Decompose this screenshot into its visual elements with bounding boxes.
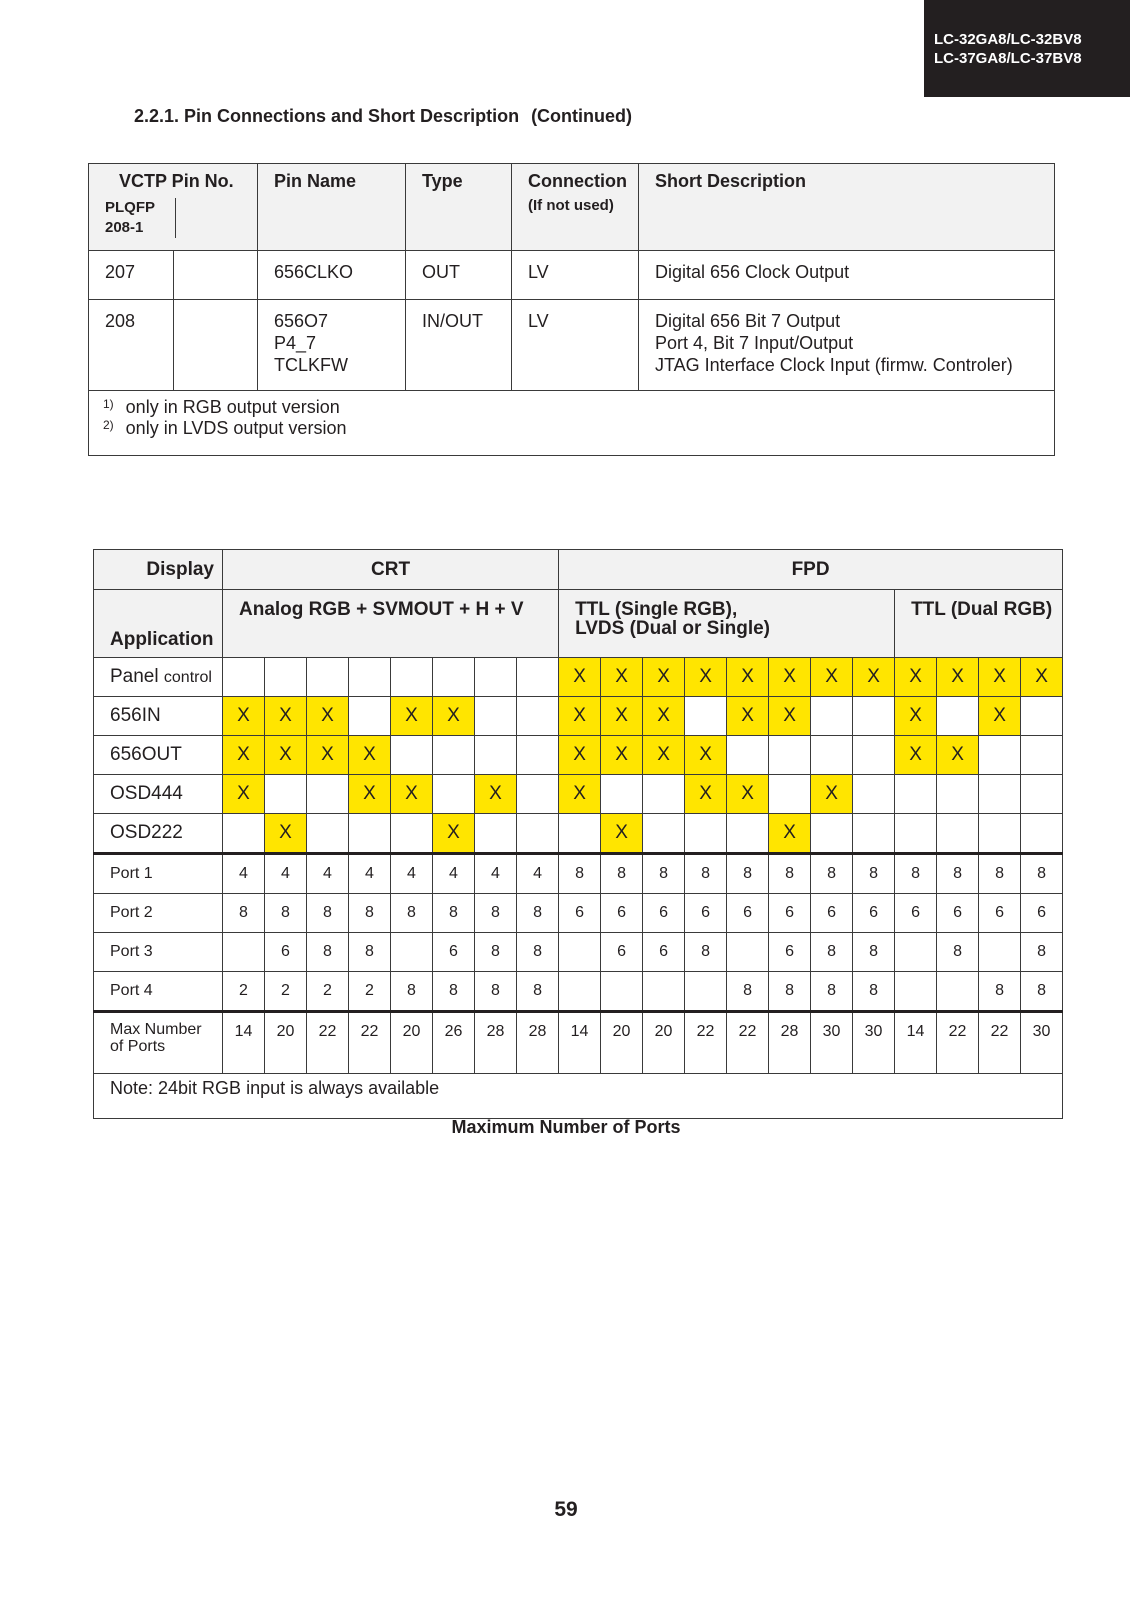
feature-cell <box>307 775 349 814</box>
feature-cell: X <box>475 775 517 814</box>
port-cell: 8 <box>307 894 349 933</box>
page-number: 59 <box>554 1498 578 1521</box>
note: Note: 24bit RGB input is always available <box>94 1074 1063 1119</box>
port-cell: 6 <box>685 894 727 933</box>
port-cell: 2 <box>223 972 265 1012</box>
feature-cell <box>727 814 769 854</box>
port-cell: 4 <box>307 854 349 894</box>
feature-cell <box>937 697 979 736</box>
feature-cell: X <box>769 658 811 697</box>
feature-cell <box>643 775 685 814</box>
feature-cell <box>853 775 895 814</box>
max-ports-cell: 22 <box>979 1012 1021 1074</box>
port-cell: 8 <box>391 972 433 1012</box>
feature-cell: X <box>1021 658 1063 697</box>
footnotes-row <box>89 391 1055 456</box>
max-ports-cell: 22 <box>937 1012 979 1074</box>
max-ports-cell: 26 <box>433 1012 475 1074</box>
port-cell: 8 <box>433 972 475 1012</box>
max-ports-cell: 20 <box>643 1012 685 1074</box>
port-cell: 8 <box>391 894 433 933</box>
feature-cell: X <box>937 736 979 775</box>
port-cell: 8 <box>979 972 1021 1012</box>
feature-cell <box>475 736 517 775</box>
feature-cell <box>853 697 895 736</box>
port-cell: 8 <box>517 894 559 933</box>
port-cell: 8 <box>937 933 979 972</box>
fpd-header: FPD <box>559 550 1063 590</box>
max-ports-cell: 22 <box>307 1012 349 1074</box>
row-label: OSD444 <box>94 775 223 814</box>
feature-row <box>94 697 1063 736</box>
footnote: $^{2)}$ only in LVDS output version <box>103 418 347 438</box>
port-cell: 8 <box>475 894 517 933</box>
feature-cell: X <box>223 697 265 736</box>
footnotes <box>89 391 1055 456</box>
pin-name: 656O7 P4_7 TCLKFW <box>258 300 406 391</box>
max-ports-row <box>94 1012 1063 1074</box>
pin-table-header <box>89 164 1055 251</box>
feature-cell: X <box>349 775 391 814</box>
port-cell <box>895 972 937 1012</box>
feature-cell <box>307 658 349 697</box>
feature-cell <box>1021 775 1063 814</box>
section-title-text: 2.2.1. Pin Connections and Short Description <box>134 106 520 126</box>
feature-row <box>94 736 1063 775</box>
max-ports-cell: 14 <box>895 1012 937 1074</box>
port-cell <box>895 933 937 972</box>
model-number-box <box>924 0 1130 97</box>
feature-cell <box>517 697 559 736</box>
port-cell: 8 <box>853 933 895 972</box>
max-ports-cell: 22 <box>349 1012 391 1074</box>
port-cell: 8 <box>727 854 769 894</box>
row-label: Port 3 <box>94 933 223 972</box>
port-cell: 8 <box>349 894 391 933</box>
feature-cell <box>979 775 1021 814</box>
feature-cell: X <box>895 658 937 697</box>
port-cell: 6 <box>1021 894 1063 933</box>
pin-description: Digital 656 Clock Output <box>639 251 1055 300</box>
port-cell: 8 <box>559 854 601 894</box>
port-cell: 6 <box>601 933 643 972</box>
port-cell: 8 <box>475 933 517 972</box>
header-plqfp: PLQFP 208-1 <box>89 198 176 238</box>
pin-connection: LV <box>512 300 639 391</box>
feature-cell: X <box>433 697 475 736</box>
port-cell: 6 <box>601 894 643 933</box>
feature-cell: X <box>265 736 307 775</box>
feature-cell <box>475 697 517 736</box>
port-cell <box>685 972 727 1012</box>
port-cell: 4 <box>223 854 265 894</box>
port-cell: 4 <box>433 854 475 894</box>
footnote: $^{1)}$ only in RGB output version <box>103 397 340 417</box>
port-cell: 6 <box>643 933 685 972</box>
feature-cell <box>391 814 433 854</box>
feature-cell: X <box>433 814 475 854</box>
feature-cell: X <box>601 814 643 854</box>
port-cell: 8 <box>1021 972 1063 1012</box>
row-label: Port 4 <box>94 972 223 1012</box>
port-cell: 8 <box>475 972 517 1012</box>
feature-cell: X <box>685 658 727 697</box>
row-label: Max Number of Ports <box>94 1012 223 1074</box>
feature-cell: X <box>643 736 685 775</box>
pin-type: IN/OUT <box>406 300 512 391</box>
feature-cell: X <box>601 658 643 697</box>
feature-cell <box>433 736 475 775</box>
feature-cell: X <box>559 736 601 775</box>
feature-cell: X <box>727 775 769 814</box>
max-ports-cell: 28 <box>475 1012 517 1074</box>
port-cell: 6 <box>769 894 811 933</box>
feature-cell: X <box>853 658 895 697</box>
feature-cell <box>1021 736 1063 775</box>
feature-cell <box>1021 814 1063 854</box>
port-cell: 6 <box>853 894 895 933</box>
pin-plqfp-blank <box>174 300 258 391</box>
port-row <box>94 854 1063 894</box>
feature-cell <box>517 658 559 697</box>
feature-cell: X <box>979 658 1021 697</box>
feature-cell <box>265 775 307 814</box>
feature-cell <box>475 658 517 697</box>
max-ports-cell: 14 <box>559 1012 601 1074</box>
feature-cell <box>727 736 769 775</box>
section-title <box>134 106 632 127</box>
feature-cell <box>433 658 475 697</box>
feature-cell <box>559 814 601 854</box>
pin-row <box>89 251 1055 300</box>
feature-cell: X <box>265 697 307 736</box>
crt-header: CRT <box>223 550 559 590</box>
max-ports-cell: 28 <box>517 1012 559 1074</box>
port-cell: 8 <box>937 854 979 894</box>
feature-cell <box>979 736 1021 775</box>
port-cell: 8 <box>517 933 559 972</box>
pin-connection: LV <box>512 251 639 300</box>
fpd-dual-application: TTL (Dual RGB) <box>895 590 1063 658</box>
header-vctp-label: VCTP Pin No. <box>119 171 234 191</box>
feature-cell: X <box>895 697 937 736</box>
feature-cell: X <box>727 658 769 697</box>
feature-cell: X <box>391 697 433 736</box>
model-line-1: LC-32GA8/LC-32BV8 <box>934 31 1082 48</box>
feature-cell <box>391 736 433 775</box>
pin-connections-table <box>88 163 1055 456</box>
pin-number: 208 <box>89 300 174 391</box>
max-ports-cell: 20 <box>265 1012 307 1074</box>
feature-cell <box>601 775 643 814</box>
port-cell: 6 <box>895 894 937 933</box>
row-label: 656IN <box>94 697 223 736</box>
feature-cell <box>517 736 559 775</box>
feature-cell <box>685 697 727 736</box>
port-cell <box>937 972 979 1012</box>
feature-cell <box>433 775 475 814</box>
feature-cell <box>307 814 349 854</box>
port-cell: 8 <box>349 933 391 972</box>
header-if-not-used: (If not used) <box>528 197 614 214</box>
feature-cell: X <box>307 697 349 736</box>
feature-cell: X <box>601 736 643 775</box>
row-label: Port 1 <box>94 854 223 894</box>
port-cell: 6 <box>937 894 979 933</box>
port-cell: 8 <box>811 972 853 1012</box>
port-cell: 6 <box>727 894 769 933</box>
feature-cell <box>853 814 895 854</box>
application-label: Application <box>94 590 223 658</box>
port-cell: 8 <box>895 854 937 894</box>
port-cell: 8 <box>265 894 307 933</box>
port-cell: 6 <box>559 894 601 933</box>
feature-cell <box>895 814 937 854</box>
port-cell: 8 <box>1021 933 1063 972</box>
feature-cell: X <box>391 775 433 814</box>
feature-cell <box>937 775 979 814</box>
port-cell: 4 <box>391 854 433 894</box>
max-ports-cell: 20 <box>601 1012 643 1074</box>
feature-cell <box>979 814 1021 854</box>
table-caption: Maximum Number of Ports <box>451 1117 681 1137</box>
port-cell: 8 <box>853 854 895 894</box>
port-cell <box>727 933 769 972</box>
header-vctp-pin <box>89 164 258 251</box>
fpd-application: TTL (Single RGB), LVDS (Dual or Single) <box>559 590 895 658</box>
feature-cell: X <box>811 658 853 697</box>
feature-cell: X <box>685 775 727 814</box>
feature-cell <box>265 658 307 697</box>
display-label: Display <box>94 550 223 590</box>
feature-cell <box>937 814 979 854</box>
port-cell <box>391 933 433 972</box>
max-ports-cell: 14 <box>223 1012 265 1074</box>
port-cell: 8 <box>811 933 853 972</box>
feature-cell: X <box>811 775 853 814</box>
feature-cell <box>349 658 391 697</box>
feature-cell: X <box>559 697 601 736</box>
port-cell: 4 <box>475 854 517 894</box>
max-ports-cell: 30 <box>1021 1012 1063 1074</box>
feature-cell: X <box>937 658 979 697</box>
pin-number: 207 <box>89 251 174 300</box>
port-cell: 4 <box>265 854 307 894</box>
feature-cell: X <box>307 736 349 775</box>
feature-cell: X <box>643 697 685 736</box>
header-pin-name: Pin Name <box>258 164 406 251</box>
max-ports-table <box>93 549 1063 1119</box>
port-row <box>94 933 1063 972</box>
feature-cell: X <box>349 736 391 775</box>
port-cell: 2 <box>349 972 391 1012</box>
model-line-2: LC-37GA8/LC-37BV8 <box>934 50 1082 67</box>
feature-row <box>94 775 1063 814</box>
port-cell <box>643 972 685 1012</box>
port-row <box>94 972 1063 1012</box>
application-header-row <box>94 590 1063 658</box>
port-cell: 8 <box>811 854 853 894</box>
feature-cell <box>349 814 391 854</box>
port-cell: 6 <box>265 933 307 972</box>
port-cell: 4 <box>517 854 559 894</box>
max-ports-cell: 30 <box>853 1012 895 1074</box>
feature-cell <box>475 814 517 854</box>
port-cell <box>223 933 265 972</box>
feature-cell: X <box>601 697 643 736</box>
port-cell: 8 <box>433 894 475 933</box>
port-cell: 4 <box>349 854 391 894</box>
max-ports-cell: 28 <box>769 1012 811 1074</box>
port-cell: 8 <box>769 854 811 894</box>
feature-cell <box>223 658 265 697</box>
feature-cell: X <box>979 697 1021 736</box>
feature-cell: X <box>559 775 601 814</box>
feature-cell <box>811 736 853 775</box>
port-cell: 8 <box>685 933 727 972</box>
row-label: Panel control <box>94 658 223 697</box>
crt-application: Analog RGB + SVMOUT + H + V <box>223 590 559 658</box>
port-cell: 2 <box>265 972 307 1012</box>
feature-cell <box>769 775 811 814</box>
header-type: Type <box>406 164 512 251</box>
feature-cell <box>853 736 895 775</box>
port-cell: 8 <box>853 972 895 1012</box>
feature-cell <box>1021 697 1063 736</box>
section-continued: (Continued) <box>531 106 633 126</box>
port-cell: 8 <box>769 972 811 1012</box>
header-connection: Connection (If not used) <box>512 164 639 251</box>
feature-cell <box>517 775 559 814</box>
max-ports-cell: 22 <box>727 1012 769 1074</box>
feature-cell <box>517 814 559 854</box>
row-label: 656OUT <box>94 736 223 775</box>
port-cell: 8 <box>223 894 265 933</box>
max-ports-cell: 30 <box>811 1012 853 1074</box>
pin-plqfp-blank <box>174 251 258 300</box>
port-row <box>94 894 1063 933</box>
port-cell: 8 <box>1021 854 1063 894</box>
feature-cell: X <box>727 697 769 736</box>
feature-cell: X <box>223 736 265 775</box>
feature-cell: X <box>685 736 727 775</box>
feature-cell: X <box>895 736 937 775</box>
feature-cell <box>811 814 853 854</box>
feature-cell <box>223 814 265 854</box>
feature-cell <box>643 814 685 854</box>
port-cell: 8 <box>307 933 349 972</box>
port-cell <box>601 972 643 1012</box>
feature-row <box>94 658 1063 697</box>
feature-cell: X <box>769 814 811 854</box>
feature-cell <box>349 697 391 736</box>
port-cell: 8 <box>601 854 643 894</box>
display-header-row <box>94 550 1063 590</box>
row-label: OSD222 <box>94 814 223 854</box>
feature-cell: X <box>559 658 601 697</box>
port-cell: 8 <box>979 854 1021 894</box>
feature-cell: X <box>265 814 307 854</box>
feature-cell <box>685 814 727 854</box>
feature-cell <box>769 736 811 775</box>
port-cell: 8 <box>643 854 685 894</box>
port-cell: 8 <box>685 854 727 894</box>
pin-name: 656CLKO <box>258 251 406 300</box>
feature-cell <box>391 658 433 697</box>
feature-cell <box>811 697 853 736</box>
feature-cell: X <box>643 658 685 697</box>
port-cell <box>979 933 1021 972</box>
max-ports-cell: 22 <box>685 1012 727 1074</box>
port-cell: 6 <box>811 894 853 933</box>
port-cell <box>559 972 601 1012</box>
port-cell: 6 <box>433 933 475 972</box>
header-short-description: Short Description <box>639 164 1055 251</box>
feature-cell: X <box>223 775 265 814</box>
port-cell: 2 <box>307 972 349 1012</box>
port-cell: 8 <box>727 972 769 1012</box>
port-cell: 6 <box>643 894 685 933</box>
pin-description: Digital 656 Bit 7 Output Port 4, Bit 7 Input/Output JTAG Interface Clock Input (firmw. Controler) <box>639 300 1055 391</box>
max-ports-cell: 20 <box>391 1012 433 1074</box>
port-cell: 8 <box>517 972 559 1012</box>
port-cell: 6 <box>769 933 811 972</box>
note-row <box>94 1074 1063 1119</box>
feature-cell: X <box>769 697 811 736</box>
port-cell <box>559 933 601 972</box>
row-label: Port 2 <box>94 894 223 933</box>
feature-cell <box>895 775 937 814</box>
port-cell: 6 <box>979 894 1021 933</box>
pin-row <box>89 300 1055 391</box>
pin-type: OUT <box>406 251 512 300</box>
ports-body <box>94 658 1063 1074</box>
feature-row <box>94 814 1063 854</box>
